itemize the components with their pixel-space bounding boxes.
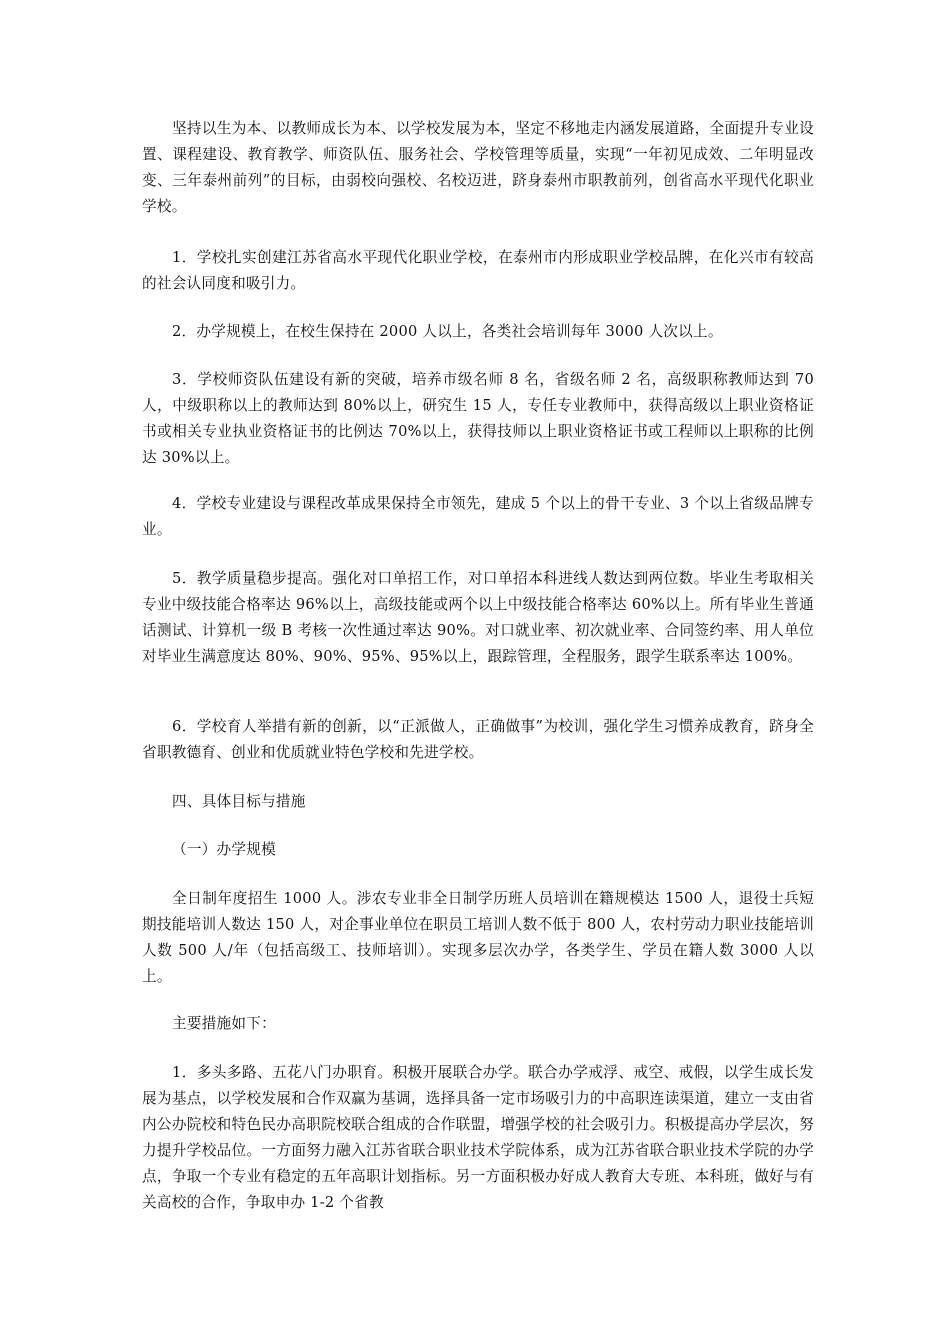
goal-paragraph-1: 1．学校扎实创建江苏省高水平现代化职业学校，在泰州市内形成职业学校品牌，在化兴市有较高的社会认同度和吸引力。 xyxy=(142,249,814,292)
section-heading: 四、具体目标与措施 xyxy=(172,793,306,810)
goal-paragraph-2: 2．办学规模上，在校生保持在 2000 人以上，各类社会培训每年 3000 人次以上。 xyxy=(172,323,723,340)
measures-intro: 主要措施如下： xyxy=(172,1015,276,1032)
intro-paragraph: 坚持以生为本、以教师成长为本、以学校发展为本，坚定不移地走内涵发展道路，全面提升专业设置、课程建设、教育教学、师资队伍、服务社会、学校管理等质量，实现“一年初见成效、二年明显改变、三年泰州前列”的目标，由弱校向强校、名校迈进，跻身泰州市职教前列，创省高水平现代化职业学校。 xyxy=(142,120,814,215)
goal-paragraph-4: 4．学校专业建设与课程改革成果保持全市领先，建成 5 个以上的骨干专业、3 个以上省级品牌专业。 xyxy=(142,495,814,538)
goal-paragraph-3: 3．学校师资队伍建设有新的突破，培养市级名师 8 名，省级名师 2 名，高级职称教师达到 70 人，中级职称以上的教师达到 80%以上，研究生 15 人，专任专业教师中，获得高级以上职业资格证书或相关专业执业资格证书的比例达 70%以上，获得技师以上职业资格证书或工程师以上职称的比例达 30%以上。 xyxy=(142,371,814,466)
measure-paragraph-1: 1．多头多路、五花八门办职育。积极开展联合办学。联合办学戒浮、戒空、戒假，以学生成长发展为基点，以学校发展和合作双赢为基调，选择具备一定市场吸引力的中高职连读渠道，建立一支由省内公办院校和特色民办高职院校联合组成的合作联盟，增强学校的社会吸引力。积极提高办学层次，努力提升学校品位。一方面努力融入江苏省联合职业技术学院体系，成为江苏省联合职业技术学院的办学点，争取一个专业有稳定的五年高职计划指标。另一方面积极办好成人教育大专班、本科班，做好与有关高校的合作，争取申办 1-2 个省教 xyxy=(142,1064,814,1211)
goal-paragraph-6: 6．学校育人举措有新的创新，以“正派做人，正确做事”为校训，强化学生习惯养成教育，跻身全省职教德育、创业和优质就业特色学校和先进学校。 xyxy=(142,718,814,761)
scale-paragraph: 全日制年度招生 1000 人。涉农专业非全日制学历班人员培训在籍规模达 1500 人，退役士兵短期技能培训人数达 150 人，对企事业单位在职员工培训人数不低于 800 人，农村劳动力职业技能培训人数 500 人/年（包括高级工、技师培训）。实现多层次办学，各类学生、学员在籍人数 3000 人以上。 xyxy=(142,890,814,985)
subsection-heading: （一）办学规模 xyxy=(172,841,276,858)
goal-paragraph-5: 5．教学质量稳步提高。强化对口单招工作，对口单招本科进线人数达到两位数。毕业生考取相关专业中级技能合格率达 96%以上，高级技能或两个以上中级技能合格率达 60%以上。所有毕业生普通话测试、计算机一级 B 考核一次性通过率达 90%。对口就业率、初次就业率、合同签约率、用人单位对毕业生满意度达 80%、90%、95%、95%以上，跟踪管理，全程服务，跟学生联系率达 100%。 xyxy=(142,570,814,665)
